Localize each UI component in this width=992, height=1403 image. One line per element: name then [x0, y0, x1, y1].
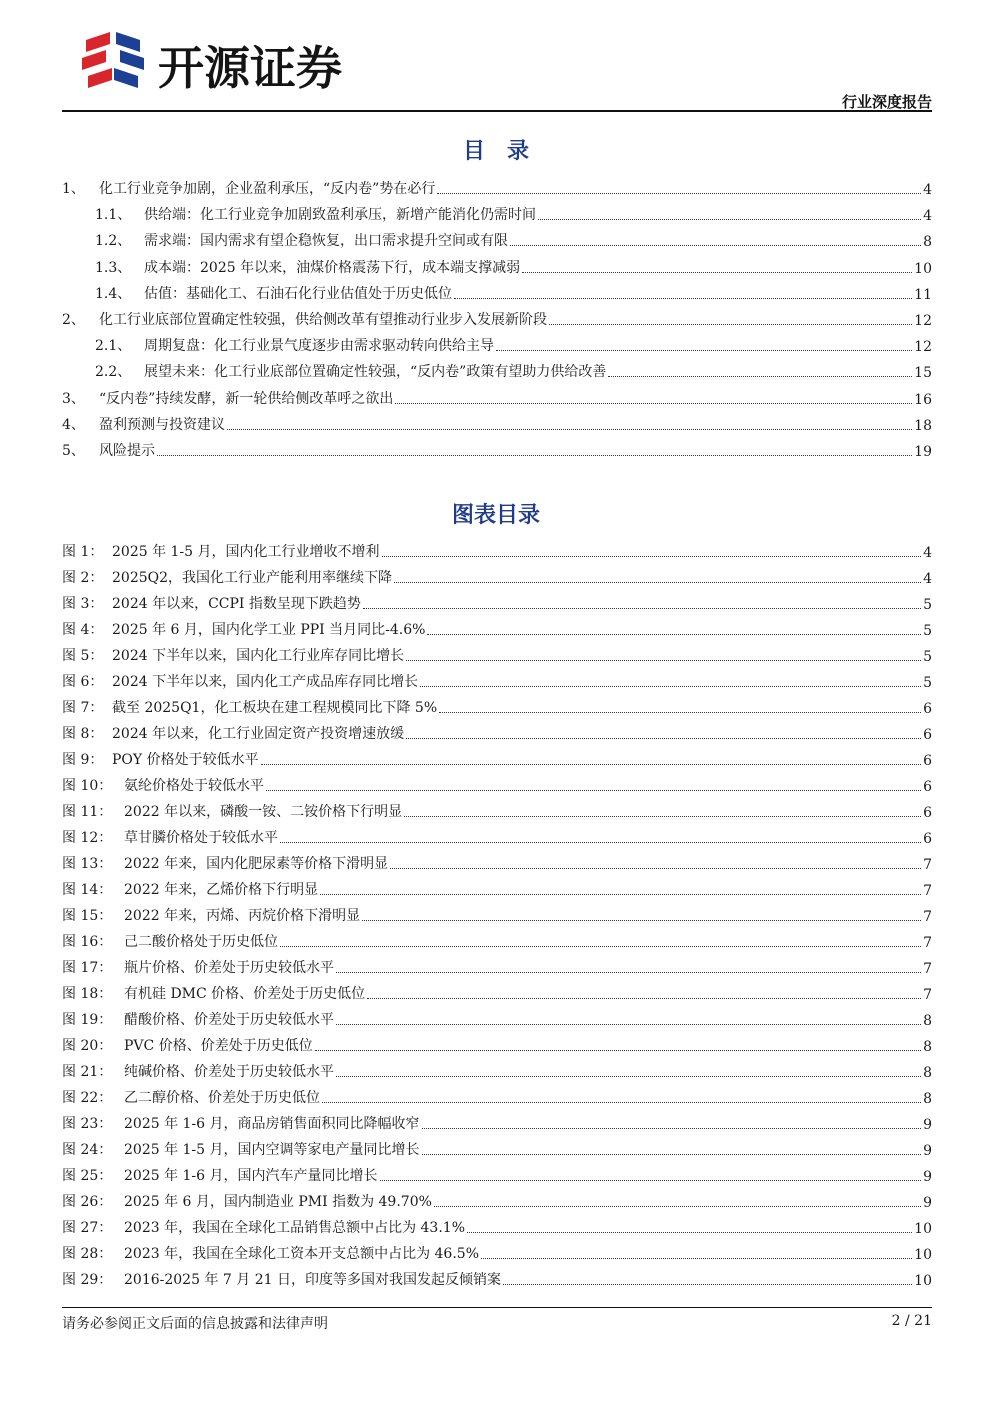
entry-page-number: 8 [923, 234, 932, 251]
dot-leader [380, 1180, 922, 1181]
figure-entry[interactable] [62, 723, 932, 743]
entry-number: 2.1、 [95, 338, 132, 355]
entry-title: 周期复盘：化工行业景气度逐步由需求驱动转向供给主导 [144, 338, 494, 355]
figure-entry[interactable] [62, 619, 932, 639]
entry-number: 3、 [62, 390, 85, 407]
entry-page-number: 9 [923, 1117, 932, 1133]
dot-leader [390, 868, 921, 869]
entry-number: 图 23： [62, 1116, 113, 1132]
entry-number: 图 10： [62, 778, 113, 794]
entry-page-number: 7 [923, 909, 932, 925]
toc-entry[interactable] [62, 361, 932, 381]
figure-entry[interactable] [62, 879, 932, 899]
dot-leader [315, 1050, 921, 1051]
figure-entry[interactable] [62, 957, 932, 977]
toc-entry[interactable] [62, 230, 932, 250]
entry-title: 2016-2025 年 7 月 21 日，印度等多国对我国发起反倾销案 [124, 1272, 501, 1288]
page-header [62, 20, 932, 112]
entry-page-number: 7 [923, 987, 932, 1003]
dot-leader [266, 790, 921, 791]
entry-number: 图 22： [62, 1090, 113, 1106]
entry-title: 需求端：国内需求有望企稳恢复，出口需求提升空间或有限 [144, 233, 508, 250]
figure-entry[interactable] [62, 1139, 932, 1159]
entry-number: 图 26： [62, 1194, 113, 1210]
entry-title: PVC 价格、价差处于历史低位 [124, 1038, 313, 1054]
dot-leader [454, 298, 912, 299]
entry-page-number: 4 [923, 571, 932, 587]
entry-title: 2025 年 6 月，国内化学工业 PPI 当月同比-4.6% [112, 622, 426, 638]
figure-entry[interactable] [62, 1113, 932, 1133]
entry-number: 1.2、 [95, 233, 132, 250]
dot-leader [367, 998, 921, 999]
entry-page-number: 6 [923, 753, 932, 769]
entry-number: 图 29： [62, 1272, 113, 1288]
entry-title: 估值：基础化工、石油石化行业估值处于历史低位 [144, 285, 452, 302]
entry-title: 乙二醇价格、价差处于历史低位 [124, 1090, 320, 1106]
entry-number: 图 21： [62, 1064, 113, 1080]
report-type-label: 行业深度报告 [841, 93, 932, 111]
figure-entry[interactable] [62, 905, 932, 925]
dot-leader [382, 556, 922, 557]
dot-leader [481, 1258, 912, 1259]
toc-entry[interactable] [62, 309, 932, 329]
entry-title: 供给端：化工行业竞争加剧致盈利承压，新增产能消化仍需时间 [144, 207, 536, 224]
figure-entry[interactable] [62, 853, 932, 873]
entry-number: 图 20： [62, 1038, 113, 1054]
entry-title: 瓶片价格、价差处于历史较低水平 [124, 960, 334, 976]
entry-title: 风险提示 [99, 443, 155, 459]
entry-page-number: 4 [923, 182, 932, 198]
entry-title: “反内卷”持续发酵，新一轮供给侧改革呼之欲出 [99, 390, 394, 407]
entry-title: 醋酸价格、价差处于历史较低水平 [124, 1012, 334, 1028]
dot-leader [510, 245, 921, 246]
entry-number: 图 25： [62, 1168, 113, 1184]
toc-entry[interactable] [62, 388, 932, 408]
page-number: 2 / 21 [891, 1313, 932, 1329]
toc-entry[interactable] [62, 283, 932, 303]
entry-page-number: 5 [923, 597, 932, 613]
dot-leader [549, 324, 912, 325]
entry-page-number: 5 [923, 675, 932, 691]
entry-page-number: 7 [923, 961, 932, 977]
entry-page-number: 9 [923, 1169, 932, 1185]
entry-number: 图 14： [62, 882, 113, 898]
figure-entry[interactable] [62, 645, 932, 665]
entry-page-number: 5 [923, 623, 932, 639]
figure-entry[interactable] [62, 1165, 932, 1185]
figure-entry[interactable] [62, 1269, 932, 1289]
entry-number: 图 1： [62, 544, 104, 560]
entry-number: 图 17： [62, 960, 113, 976]
entry-page-number: 10 [914, 260, 932, 277]
entry-page-number: 4 [923, 545, 932, 561]
entry-number: 5、 [62, 443, 85, 459]
entry-title: 2022 年来，乙烯价格下行明显 [124, 882, 319, 898]
logo-mark-icon [80, 30, 150, 90]
dot-leader [395, 403, 912, 404]
entry-page-number: 4 [923, 208, 932, 225]
entry-page-number: 12 [914, 313, 932, 329]
dot-leader [227, 429, 912, 430]
entry-page-number: 11 [914, 286, 932, 303]
dot-leader [406, 738, 921, 739]
entry-title: 2022 年以来，磷酸一铵、二铵价格下行明显 [124, 804, 403, 820]
entry-title: 2025 年 1-6 月，国内汽车产量同比增长 [124, 1168, 378, 1184]
entry-number: 2、 [62, 312, 85, 328]
entry-title: 2023 年，我国在全球化工资本开支总额中占比为 46.5% [124, 1246, 480, 1262]
entry-number: 4、 [62, 416, 85, 433]
entry-number: 图 8： [62, 726, 104, 742]
figure-entry[interactable] [62, 1035, 932, 1055]
entry-number: 图 5： [62, 648, 104, 664]
dot-leader [422, 1128, 922, 1129]
entry-page-number: 8 [923, 1065, 932, 1081]
entry-title: 氨纶价格处于较低水平 [124, 778, 264, 794]
entry-number: 图 18： [62, 986, 113, 1002]
entry-title: 化工行业底部位置确定性较强，供给侧改革有望推动行业步入发展新阶段 [99, 312, 547, 328]
figure-entry[interactable] [62, 697, 932, 717]
entry-page-number: 6 [923, 805, 932, 821]
dot-leader [280, 842, 921, 843]
figure-entry[interactable] [62, 931, 932, 951]
dot-leader [522, 272, 912, 273]
entry-number: 图 27： [62, 1220, 113, 1236]
toc-entry[interactable] [62, 414, 932, 434]
entry-number: 图 24： [62, 1142, 113, 1158]
entry-title: 2025 年 1-5 月，国内化工行业增收不增利 [112, 544, 380, 560]
toc-title: 目 录 [462, 139, 529, 164]
entry-title: 2022 年来，丙烯、丙烷价格下滑明显 [124, 908, 361, 924]
entry-page-number: 6 [923, 701, 932, 717]
dot-leader [322, 1102, 921, 1103]
dot-leader [320, 894, 921, 895]
entry-page-number: 9 [923, 1143, 932, 1159]
entry-number: 图 13： [62, 856, 113, 872]
entry-page-number: 10 [914, 1221, 932, 1237]
entry-number: 1、 [62, 181, 85, 197]
dot-leader [434, 1206, 921, 1207]
entry-number: 图 28： [62, 1246, 113, 1262]
entry-title: 成本端：2025 年以来，油煤价格震荡下行，成本端支撑减弱 [144, 259, 521, 276]
entry-number: 图 11： [62, 804, 113, 820]
figure-entry[interactable] [62, 1009, 932, 1029]
header-divider [62, 110, 932, 112]
entry-page-number: 7 [923, 857, 932, 873]
toc-entry[interactable] [62, 257, 932, 277]
entry-page-number: 16 [914, 391, 932, 408]
entry-number: 图 4： [62, 622, 104, 638]
dot-leader [336, 972, 921, 973]
dot-leader [503, 1284, 912, 1285]
entry-number: 图 2： [62, 570, 104, 586]
entry-title: 截至 2025Q1，化工板块在建工程规模同比下降 5% [112, 700, 438, 716]
dot-leader [496, 350, 912, 351]
entry-title: 化工行业竞争加剧，企业盈利承压，“反内卷”势在必行 [99, 181, 436, 197]
dot-leader [336, 1076, 921, 1077]
entry-page-number: 15 [914, 365, 932, 382]
dot-leader [420, 686, 921, 687]
figure-entry[interactable] [62, 1087, 932, 1107]
dot-leader [437, 193, 921, 194]
entry-number: 1.3、 [95, 259, 132, 276]
entry-page-number: 6 [923, 831, 932, 847]
dot-leader [427, 634, 921, 635]
entry-page-number: 6 [923, 727, 932, 743]
entry-title: 2024 下半年以来，国内化工行业库存同比增长 [112, 648, 405, 664]
entry-title: 2025Q2，我国化工行业产能利用率继续下降 [112, 570, 393, 586]
dot-leader [362, 920, 921, 921]
entry-number: 图 3： [62, 596, 104, 612]
figure-entry[interactable] [62, 1061, 932, 1081]
entry-page-number: 7 [923, 935, 932, 951]
entry-title: 纯碱价格、价差处于历史较低水平 [124, 1064, 334, 1080]
dot-leader [280, 946, 921, 947]
figure-entry[interactable] [62, 567, 932, 587]
figure-entry[interactable] [62, 593, 932, 613]
entry-number: 图 16： [62, 934, 113, 950]
dot-leader [404, 816, 921, 817]
figure-entry[interactable] [62, 1217, 932, 1237]
entry-title: 2023 年，我国在全球化工品销售总额中占比为 43.1% [124, 1220, 466, 1236]
entry-number: 图 7： [62, 700, 104, 716]
entry-title: 盈利预测与投资建议 [99, 416, 225, 433]
entry-page-number: 18 [914, 417, 932, 434]
entry-page-number: 8 [923, 1013, 932, 1029]
entry-page-number: 19 [914, 444, 932, 460]
entry-number: 图 15： [62, 908, 113, 924]
entry-page-number: 7 [923, 883, 932, 899]
entry-number: 2.2、 [95, 364, 132, 381]
logo-text: 开源证券 [158, 41, 342, 95]
dot-leader [336, 1024, 921, 1025]
entry-number: 1.1、 [95, 207, 132, 224]
figure-entry[interactable] [62, 983, 932, 1003]
dot-leader [538, 219, 921, 220]
dot-leader [467, 1232, 912, 1233]
entry-number: 1.4、 [95, 285, 132, 302]
entry-page-number: 10 [914, 1247, 932, 1263]
entry-title: POY 价格处于较低水平 [112, 752, 259, 768]
toc-entry[interactable] [62, 440, 932, 460]
toc-entry[interactable] [62, 178, 932, 198]
entry-title: 己二酸价格处于历史低位 [124, 934, 278, 950]
dot-leader [363, 608, 921, 609]
entry-page-number: 12 [914, 339, 932, 356]
entry-title: 展望未来：化工行业底部位置确定性较强，“反内卷”政策有望助力供给改善 [144, 364, 607, 381]
entry-page-number: 6 [923, 779, 932, 795]
dot-leader [608, 376, 912, 377]
toc-entry[interactable] [62, 204, 932, 224]
dot-leader [157, 455, 912, 456]
dot-leader [422, 1154, 922, 1155]
footer-disclaimer: 请务必参阅正文后面的信息披露和法律声明 [62, 1316, 328, 1332]
entry-title: 2022 年来，国内化肥尿素等价格下滑明显 [124, 856, 389, 872]
dot-leader [406, 660, 921, 661]
company-logo [80, 28, 430, 98]
figure-entry[interactable] [62, 801, 932, 821]
footer-divider [62, 1307, 932, 1308]
dot-leader [261, 764, 921, 765]
figures-title: 图表目录 [451, 503, 540, 528]
entry-page-number: 9 [923, 1195, 932, 1211]
figure-entry[interactable] [62, 827, 932, 847]
entry-number: 图 19： [62, 1012, 113, 1028]
toc-entry[interactable] [62, 335, 932, 355]
dot-leader [394, 582, 921, 583]
entry-page-number: 10 [914, 1273, 932, 1289]
entry-number: 图 9： [62, 752, 104, 768]
figure-entry[interactable] [62, 749, 932, 769]
entry-title: 有机硅 DMC 价格、价差处于历史低位 [124, 986, 366, 1002]
figure-entry[interactable] [62, 1243, 932, 1263]
figure-entry[interactable] [62, 671, 932, 691]
entry-number: 图 6： [62, 674, 104, 690]
entry-page-number: 8 [923, 1091, 932, 1107]
entry-title: 草甘膦价格处于较低水平 [124, 830, 278, 846]
figure-entry[interactable] [62, 775, 932, 795]
entry-title: 2025 年 1-6 月，商品房销售面积同比降幅收窄 [124, 1116, 420, 1132]
entry-title: 2024 年以来，CCPI 指数呈现下跌趋势 [112, 596, 361, 612]
entry-title: 2025 年 6 月，国内制造业 PMI 指数为 49.70% [124, 1194, 432, 1210]
dot-leader [439, 712, 921, 713]
entry-title: 2024 下半年以来，国内化工产成品库存同比增长 [112, 674, 419, 690]
figure-entry[interactable] [62, 541, 932, 561]
entry-title: 2024 年以来，化工行业固定资产投资增速放缓 [112, 726, 405, 742]
entry-title: 2025 年 1-5 月，国内空调等家电产量同比增长 [124, 1142, 420, 1158]
figure-entry[interactable] [62, 1191, 932, 1211]
entry-page-number: 5 [923, 649, 932, 665]
entry-page-number: 8 [923, 1039, 932, 1055]
entry-number: 图 12： [62, 830, 113, 846]
